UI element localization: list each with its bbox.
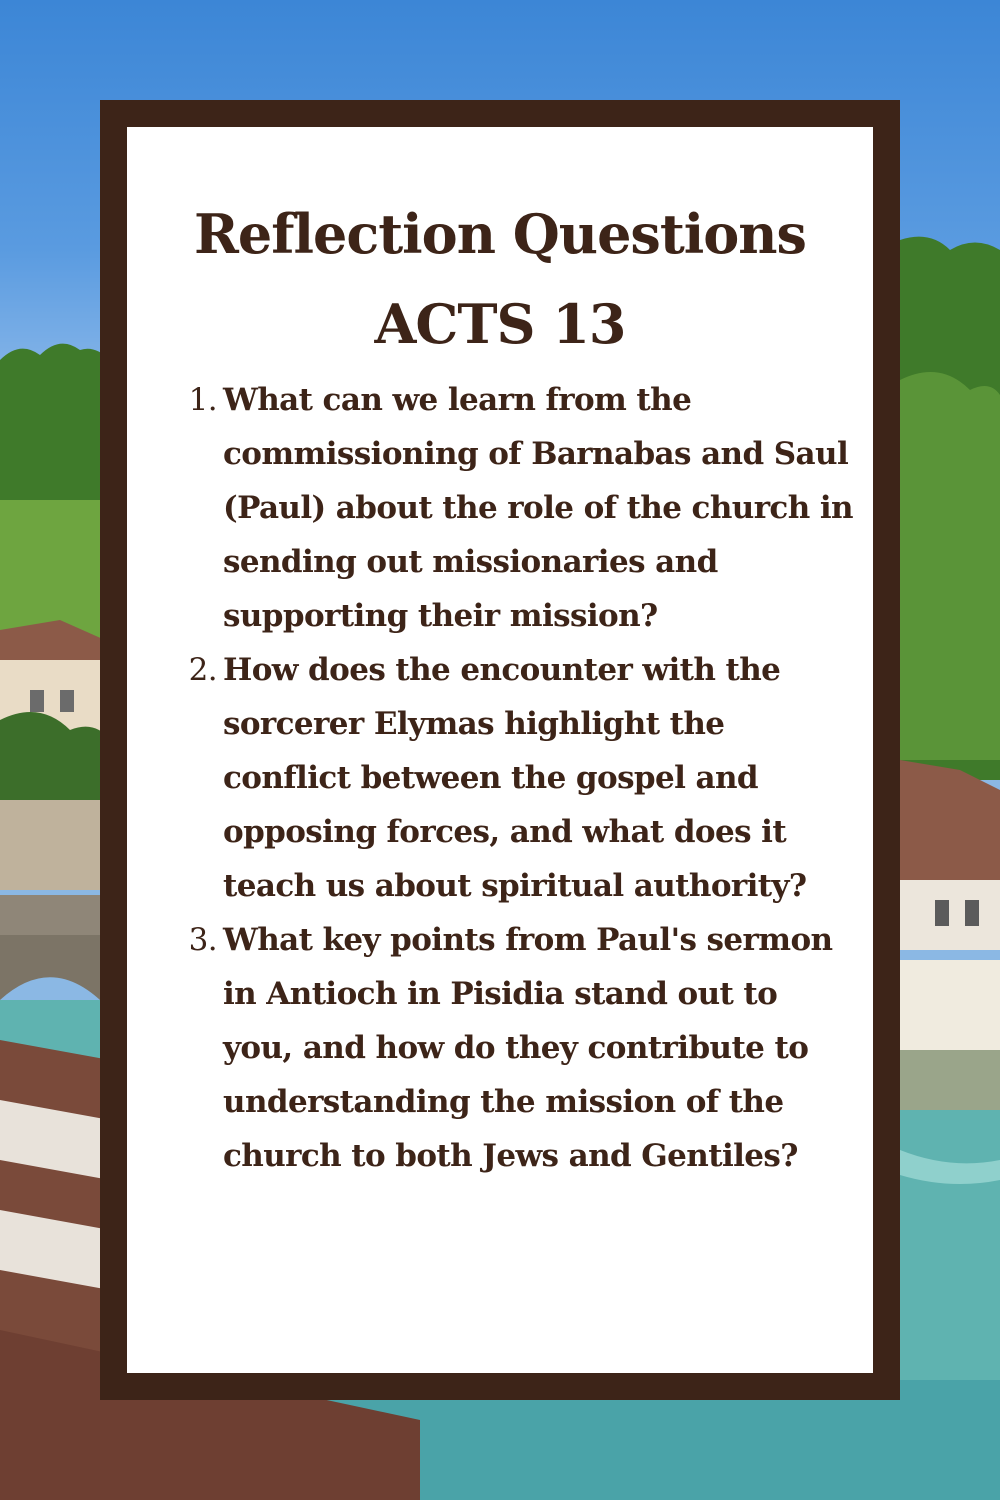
right-house-lower xyxy=(900,960,1000,1050)
card-content xyxy=(127,127,873,1373)
question-list xyxy=(147,373,853,1183)
quay-wall xyxy=(0,800,110,890)
question-number: 1. xyxy=(188,382,217,418)
question-text: What key points from Paul's sermon in Antioch in Pisidia stand out to you, and how do they contribute to understanding the mission of the church to both Jews and Gentiles? xyxy=(223,922,833,1174)
question-text: What can we learn from the commissioning of Barnabas and Saul (Paul) about the role of the church in sending out missionaries and supporting their mission? xyxy=(223,382,853,634)
question-item xyxy=(147,913,853,1183)
right-trees-light xyxy=(900,372,1000,760)
left-house-window xyxy=(60,690,74,712)
card-title: Reflection Questions xyxy=(194,202,806,266)
bridge-arch xyxy=(0,935,110,1010)
right-house-window xyxy=(935,900,949,926)
bridge-deck xyxy=(0,895,110,935)
right-house-window xyxy=(965,900,979,926)
question-item xyxy=(147,643,853,913)
right-house-wall xyxy=(900,880,1000,950)
left-house-window xyxy=(30,690,44,712)
question-number: 2. xyxy=(188,652,217,688)
question-number: 3. xyxy=(188,922,217,958)
question-item xyxy=(147,373,853,643)
reflection-card xyxy=(100,100,900,1400)
left-meadow xyxy=(0,500,110,640)
card-subtitle: ACTS 13 xyxy=(374,292,626,356)
right-bank xyxy=(900,1050,1000,1110)
question-text: How does the encounter with the sorcerer Elymas highlight the conflict between the gospel and opposing forces, and what does it teach us about spiritual authority? xyxy=(223,652,807,904)
